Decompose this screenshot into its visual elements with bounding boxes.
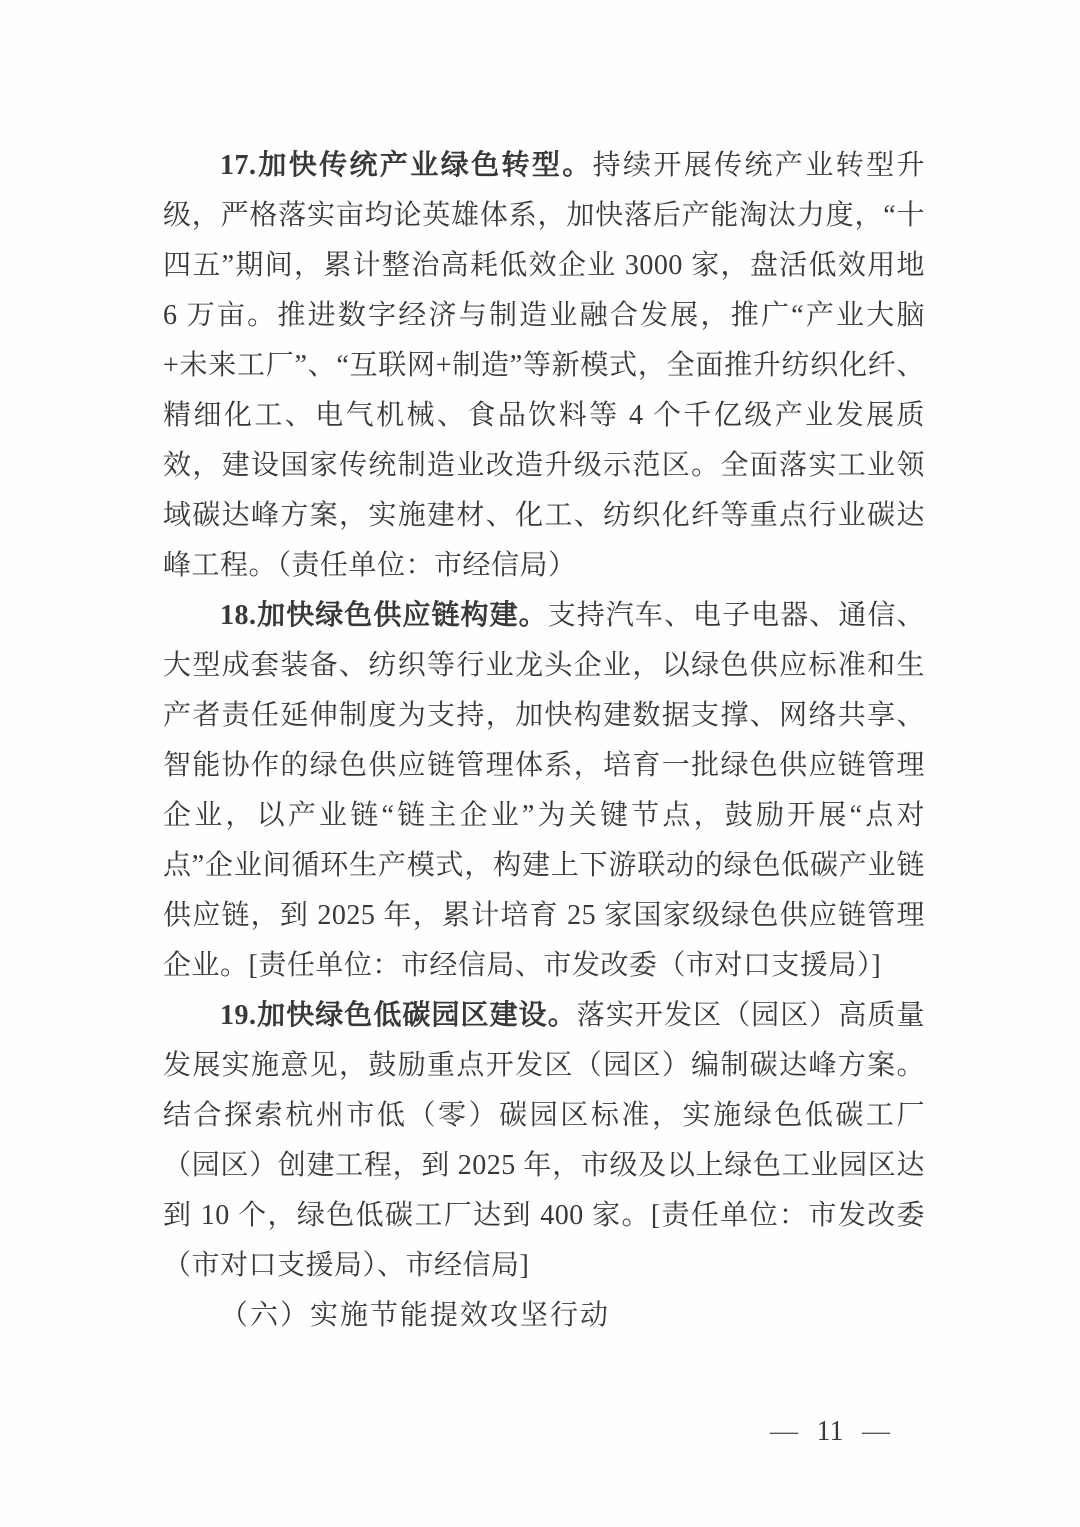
paragraph-18-body: 支持汽车、电子电器、通信、大型成套装备、纺织等行业龙头企业，以绿色供应标准和生产者责任延伸制度为支持，加快构建数据支撑、网络共享、智能协作的绿色供应链管理体系，培育一批绿色供应链管理企业，以产业链“链主企业”为关键节点，鼓励开展“点对点”企业间循环生产模式，构建上下游联动的绿色低碳产业链供应链，到 2025 年，累计培育 25 家国家级绿色供应链管理企业。[责任单位：市经信局、市发改委（市对口支援局）] xyxy=(163,600,925,981)
paragraph-17-body: 持续开展传统产业转型升级，严格落实亩均论英雄体系，加快落后产能淘汰力度，“十四五”期间，累计整治高耗低效企业 3000 家，盘活低效用地 6 万亩。推进数字经济与制造业融合发展，推广“产业大脑+未来工厂”、“互联网+制造”等新模式，全面推升纺织化纤、精细化工、电气机械、食品饮料等 4 个千亿级产业发展质效，建设国家传统制造业改造升级示范区。全面落实工业领域碳达峰方案，实施建材、化工、纺织化纤等重点行业碳达峰工程。（责任单位：市经信局） xyxy=(163,150,925,581)
paragraph-19-body: 落实开发区（园区）高质量发展实施意见，鼓励重点开发区（园区）编制碳达峰方案。结合探索杭州市低（零）碳园区标准，实施绿色低碳工厂（园区）创建工程，到 2025 年，市级及以上绿色工业园区达到 10 个，绿色低碳工厂达到 400 家。[责任单位：市发改委（市对口支援局）、市经信局] xyxy=(163,1000,925,1281)
page-number-dash-right: — xyxy=(862,1416,890,1447)
page-number-value: 11 xyxy=(816,1416,844,1447)
document-text-block xyxy=(163,141,925,1341)
paragraph-18-lead: 18.加快绿色供应链构建。 xyxy=(220,600,548,631)
page-number-dash-left: — xyxy=(770,1416,798,1447)
paragraph-17-lead: 17.加快传统产业绿色转型。 xyxy=(220,150,593,181)
paragraph-19 xyxy=(163,991,925,1291)
paragraph-17 xyxy=(163,141,925,591)
paragraph-18 xyxy=(163,591,925,991)
paragraph-19-lead: 19.加快绿色低碳园区建设。 xyxy=(220,1000,577,1031)
page-number xyxy=(770,1410,890,1454)
section-heading-6: （六）实施节能提效攻坚行动 xyxy=(220,1300,611,1331)
